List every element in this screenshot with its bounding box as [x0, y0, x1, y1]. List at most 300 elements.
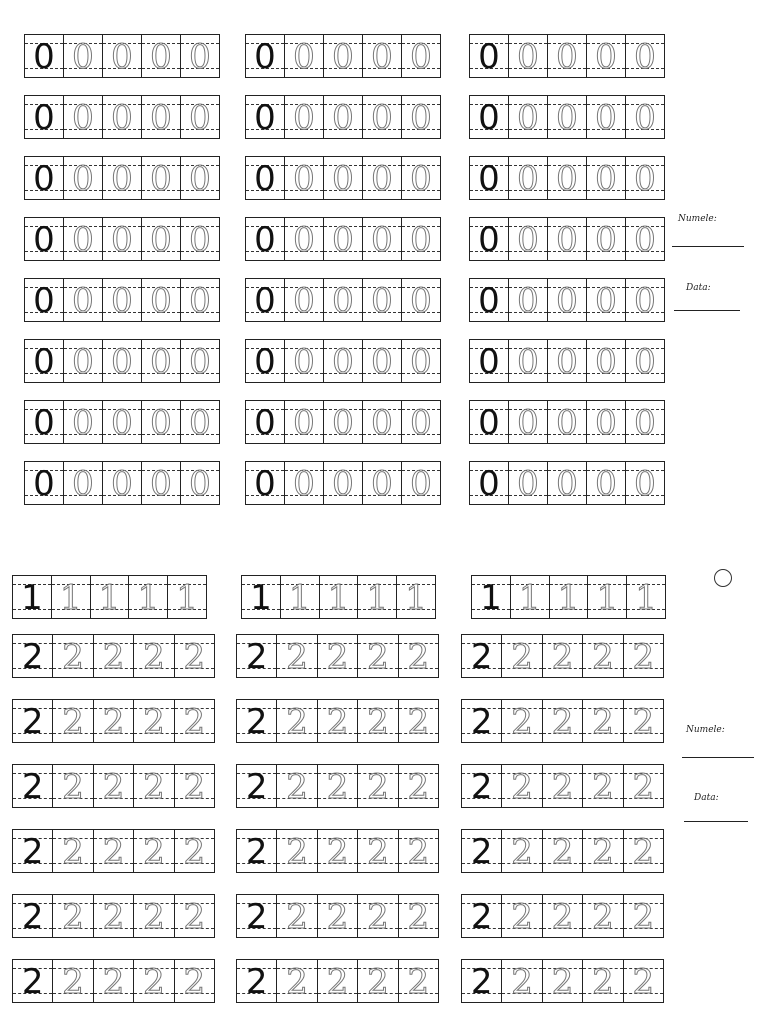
trace-digit: 2: [511, 637, 533, 677]
trace-cell: [547, 218, 586, 260]
trace-cell: [63, 218, 102, 260]
trace-digit: 0: [410, 281, 432, 321]
trace-digit: 2: [62, 767, 84, 807]
circle-mark: [714, 569, 732, 587]
model-cell: [12, 576, 51, 618]
trace-digit: 2: [102, 832, 125, 872]
trace-digit: 2: [407, 767, 430, 807]
trace-cell: [586, 35, 625, 77]
trace-digit: 0: [111, 403, 133, 443]
trace-cell: [93, 830, 133, 872]
trace-digit: 0: [556, 159, 578, 199]
practice-strip: [469, 156, 665, 200]
model-cell: [461, 765, 501, 807]
trace-cell: [398, 895, 439, 937]
trace-digit: 0: [556, 342, 578, 382]
practice-strip: [236, 894, 439, 938]
trace-digit: 0: [293, 281, 315, 321]
model-cell: [12, 895, 52, 937]
trace-digit: 0: [150, 37, 172, 77]
trace-cell: [625, 340, 665, 382]
trace-cell: [625, 218, 665, 260]
practice-strip: [24, 400, 220, 444]
trace-cell: [542, 765, 582, 807]
model-digit: 0: [33, 464, 55, 504]
trace-cell: [63, 340, 102, 382]
trace-cell: [141, 462, 180, 504]
practice-strip: [245, 278, 441, 322]
trace-digit: 0: [517, 403, 539, 443]
trace-cell: [174, 700, 215, 742]
trace-digit: 1: [176, 578, 198, 618]
trace-cell: [141, 279, 180, 321]
trace-cell: [280, 576, 319, 618]
trace-digit: 2: [326, 832, 349, 872]
trace-cell: [398, 635, 439, 677]
trace-cell: [582, 830, 622, 872]
trace-digit: 2: [143, 897, 165, 937]
trace-cell: [141, 35, 180, 77]
model-digit: 1: [250, 578, 272, 618]
practice-strip: [469, 339, 665, 383]
model-cell: [469, 340, 508, 382]
trace-digit: 0: [371, 281, 393, 321]
trace-digit: 1: [366, 578, 389, 618]
model-digit: 2: [470, 962, 493, 1002]
trace-cell: [284, 96, 323, 138]
model-cell: [245, 401, 284, 443]
trace-cell: [317, 960, 357, 1002]
trace-digit: 0: [634, 403, 656, 443]
trace-digit: 0: [293, 159, 315, 199]
model-digit: 0: [254, 159, 276, 199]
trace-digit: 0: [634, 281, 656, 321]
trace-cell: [501, 960, 541, 1002]
model-cell: [469, 462, 508, 504]
model-digit: 0: [478, 281, 500, 321]
trace-digit: 2: [62, 832, 84, 872]
trace-digit: 0: [111, 37, 133, 77]
trace-cell: [586, 401, 625, 443]
trace-digit: 0: [332, 37, 354, 77]
trace-digit: 2: [143, 767, 165, 807]
trace-cell: [547, 340, 586, 382]
trace-cell: [625, 157, 665, 199]
trace-cell: [52, 895, 92, 937]
trace-cell: [319, 576, 358, 618]
trace-digit: 2: [551, 832, 574, 872]
trace-digit: 0: [634, 342, 656, 382]
trace-digit: 0: [634, 220, 656, 260]
trace-digit: 0: [517, 159, 539, 199]
trace-digit: 0: [410, 159, 432, 199]
trace-digit: 2: [511, 767, 533, 807]
trace-cell: [284, 340, 323, 382]
trace-cell: [102, 218, 141, 260]
trace-digit: 2: [102, 962, 125, 1002]
trace-digit: 0: [72, 403, 94, 443]
model-digit: 2: [470, 637, 493, 677]
trace-cell: [323, 35, 362, 77]
trace-cell: [623, 635, 664, 677]
trace-digit: 0: [72, 159, 94, 199]
trace-cell: [323, 157, 362, 199]
trace-cell: [357, 765, 397, 807]
trace-cell: [133, 895, 173, 937]
trace-digit: 0: [332, 220, 354, 260]
trace-digit: 0: [150, 464, 172, 504]
model-cell: [241, 576, 280, 618]
practice-strip: [236, 699, 439, 743]
trace-digit: 2: [592, 702, 614, 742]
name-label-top: Numele:: [678, 214, 717, 224]
trace-digit: 2: [592, 637, 614, 677]
model-digit: 2: [470, 767, 493, 807]
name-line-bottom: [682, 757, 754, 758]
model-cell: [24, 157, 63, 199]
trace-digit: 0: [371, 37, 393, 77]
trace-digit: 0: [517, 342, 539, 382]
model-digit: 2: [245, 767, 268, 807]
practice-strip: [469, 400, 665, 444]
model-digit: 2: [245, 897, 268, 937]
trace-digit: 1: [137, 578, 160, 618]
trace-cell: [542, 895, 582, 937]
trace-cell: [51, 576, 90, 618]
practice-strip: [12, 699, 215, 743]
practice-strip: [245, 217, 441, 261]
trace-digit: 1: [635, 578, 657, 618]
trace-digit: 0: [371, 159, 393, 199]
trace-digit: 0: [189, 37, 211, 77]
trace-cell: [362, 340, 401, 382]
trace-cell: [508, 340, 547, 382]
trace-cell: [141, 340, 180, 382]
trace-cell: [398, 830, 439, 872]
model-digit: 2: [245, 832, 268, 872]
name-label-bottom: Numele:: [686, 725, 725, 735]
trace-digit: 0: [111, 220, 133, 260]
trace-cell: [501, 635, 541, 677]
model-digit: 0: [254, 281, 276, 321]
trace-digit: 2: [286, 767, 308, 807]
practice-strip: [469, 217, 665, 261]
model-digit: 0: [478, 403, 500, 443]
trace-digit: 2: [143, 832, 165, 872]
trace-digit: 1: [327, 578, 350, 618]
model-digit: 0: [33, 342, 55, 382]
trace-digit: 2: [326, 897, 349, 937]
trace-digit: 0: [595, 281, 617, 321]
model-cell: [24, 35, 63, 77]
trace-cell: [52, 960, 92, 1002]
trace-cell: [63, 96, 102, 138]
trace-cell: [52, 700, 92, 742]
trace-digit: 0: [189, 281, 211, 321]
trace-digit: 2: [511, 702, 533, 742]
trace-digit: 0: [410, 342, 432, 382]
model-digit: 2: [470, 832, 493, 872]
model-digit: 0: [478, 37, 500, 77]
trace-digit: 0: [634, 98, 656, 138]
trace-cell: [102, 96, 141, 138]
trace-digit: 2: [632, 962, 655, 1002]
model-digit: 2: [21, 897, 44, 937]
trace-digit: 1: [518, 578, 541, 618]
model-cell: [24, 279, 63, 321]
trace-digit: 2: [367, 962, 389, 1002]
trace-cell: [508, 35, 547, 77]
model-digit: 0: [33, 159, 55, 199]
model-cell: [236, 765, 276, 807]
trace-cell: [284, 462, 323, 504]
trace-digit: 2: [592, 897, 614, 937]
trace-digit: 0: [111, 342, 133, 382]
trace-digit: 0: [517, 220, 539, 260]
trace-digit: 1: [288, 578, 311, 618]
trace-cell: [180, 462, 220, 504]
practice-strip: [12, 829, 215, 873]
practice-strip: [236, 764, 439, 808]
trace-digit: 0: [332, 98, 354, 138]
trace-cell: [102, 35, 141, 77]
trace-digit: 2: [632, 767, 655, 807]
trace-digit: 2: [62, 702, 84, 742]
practice-strip: [24, 95, 220, 139]
model-digit: 0: [33, 220, 55, 260]
trace-cell: [180, 96, 220, 138]
model-cell: [236, 895, 276, 937]
model-cell: [461, 700, 501, 742]
practice-strip: [461, 699, 664, 743]
practice-strip: [24, 156, 220, 200]
trace-digit: 0: [72, 37, 94, 77]
trace-cell: [317, 830, 357, 872]
model-cell: [12, 830, 52, 872]
model-cell: [24, 96, 63, 138]
trace-cell: [180, 340, 220, 382]
trace-digit: 0: [111, 159, 133, 199]
practice-strip: [461, 764, 664, 808]
trace-digit: 2: [286, 897, 308, 937]
name-line-top: [672, 246, 744, 247]
trace-cell: [398, 960, 439, 1002]
trace-digit: 0: [332, 159, 354, 199]
trace-cell: [582, 635, 622, 677]
trace-digit: 2: [632, 897, 655, 937]
trace-digit: 0: [72, 464, 94, 504]
model-digit: 2: [21, 962, 44, 1002]
practice-strip: [12, 634, 215, 678]
trace-cell: [133, 960, 173, 1002]
trace-digit: 2: [326, 962, 349, 1002]
trace-cell: [317, 765, 357, 807]
trace-digit: 2: [551, 702, 574, 742]
trace-cell: [141, 218, 180, 260]
trace-cell: [549, 576, 588, 618]
trace-cell: [180, 35, 220, 77]
trace-digit: 2: [551, 962, 574, 1002]
trace-digit: 2: [407, 832, 430, 872]
trace-digit: 2: [62, 897, 84, 937]
trace-digit: 2: [407, 637, 430, 677]
trace-cell: [587, 576, 626, 618]
trace-cell: [510, 576, 549, 618]
trace-cell: [133, 765, 173, 807]
trace-digit: 2: [367, 637, 389, 677]
trace-digit: 2: [407, 702, 430, 742]
trace-cell: [357, 895, 397, 937]
practice-strip: [12, 764, 215, 808]
trace-cell: [362, 218, 401, 260]
date-line-bottom: [684, 821, 748, 822]
trace-cell: [542, 700, 582, 742]
trace-digit: 0: [332, 281, 354, 321]
trace-digit: 0: [595, 342, 617, 382]
trace-cell: [626, 576, 666, 618]
trace-cell: [401, 157, 441, 199]
trace-digit: 0: [556, 98, 578, 138]
trace-digit: 0: [189, 464, 211, 504]
trace-cell: [323, 279, 362, 321]
trace-digit: 0: [332, 403, 354, 443]
trace-cell: [102, 340, 141, 382]
trace-digit: 0: [293, 464, 315, 504]
trace-digit: 2: [632, 637, 655, 677]
model-cell: [461, 830, 501, 872]
trace-digit: 0: [595, 220, 617, 260]
trace-cell: [623, 895, 664, 937]
trace-digit: 2: [592, 832, 614, 872]
model-cell: [245, 279, 284, 321]
trace-digit: 2: [183, 702, 206, 742]
trace-cell: [317, 895, 357, 937]
practice-strip: [24, 339, 220, 383]
trace-digit: 0: [150, 159, 172, 199]
trace-digit: 2: [367, 767, 389, 807]
model-digit: 0: [33, 37, 55, 77]
trace-cell: [174, 830, 215, 872]
model-digit: 0: [478, 98, 500, 138]
practice-strip: [245, 34, 441, 78]
trace-cell: [401, 35, 441, 77]
trace-cell: [401, 462, 441, 504]
trace-cell: [102, 279, 141, 321]
trace-digit: 0: [111, 281, 133, 321]
trace-digit: 1: [405, 578, 427, 618]
model-cell: [236, 830, 276, 872]
trace-digit: 0: [556, 37, 578, 77]
practice-strip: [12, 959, 215, 1003]
trace-cell: [582, 960, 622, 1002]
trace-digit: 0: [150, 403, 172, 443]
trace-digit: 2: [286, 702, 308, 742]
trace-cell: [133, 635, 173, 677]
trace-digit: 2: [62, 962, 84, 1002]
trace-cell: [401, 279, 441, 321]
trace-cell: [625, 96, 665, 138]
trace-cell: [323, 96, 362, 138]
practice-strip: [461, 634, 664, 678]
trace-cell: [323, 462, 362, 504]
trace-cell: [284, 157, 323, 199]
trace-cell: [133, 700, 173, 742]
trace-cell: [362, 462, 401, 504]
trace-cell: [362, 35, 401, 77]
model-digit: 0: [254, 37, 276, 77]
model-cell: [461, 895, 501, 937]
trace-cell: [362, 401, 401, 443]
model-cell: [12, 635, 52, 677]
trace-digit: 2: [407, 962, 430, 1002]
trace-cell: [362, 157, 401, 199]
practice-strip: [245, 461, 441, 505]
trace-cell: [174, 960, 215, 1002]
trace-cell: [52, 765, 92, 807]
model-digit: 2: [470, 702, 493, 742]
trace-digit: 2: [367, 832, 389, 872]
model-digit: 2: [21, 637, 44, 677]
trace-digit: 0: [517, 98, 539, 138]
trace-digit: 0: [189, 159, 211, 199]
trace-digit: 1: [98, 578, 121, 618]
model-digit: 0: [254, 464, 276, 504]
trace-digit: 0: [595, 159, 617, 199]
trace-cell: [501, 765, 541, 807]
model-digit: 0: [478, 220, 500, 260]
trace-digit: 2: [551, 767, 574, 807]
practice-strip: [24, 217, 220, 261]
practice-strip: [471, 575, 666, 619]
trace-cell: [93, 765, 133, 807]
trace-digit: 0: [634, 159, 656, 199]
trace-digit: 0: [293, 403, 315, 443]
trace-digit: 0: [150, 220, 172, 260]
trace-cell: [284, 218, 323, 260]
practice-strip: [245, 95, 441, 139]
model-cell: [461, 960, 501, 1002]
trace-cell: [93, 700, 133, 742]
practice-strip: [12, 894, 215, 938]
trace-cell: [508, 462, 547, 504]
trace-cell: [357, 635, 397, 677]
model-digit: 1: [480, 578, 502, 618]
trace-digit: 2: [143, 702, 165, 742]
trace-cell: [508, 401, 547, 443]
model-digit: 2: [245, 962, 268, 1002]
trace-cell: [141, 96, 180, 138]
trace-cell: [102, 157, 141, 199]
trace-cell: [93, 635, 133, 677]
trace-digit: 1: [596, 578, 619, 618]
trace-cell: [357, 576, 396, 618]
practice-strip: [245, 400, 441, 444]
trace-cell: [180, 401, 220, 443]
model-cell: [12, 960, 52, 1002]
trace-digit: 0: [293, 98, 315, 138]
practice-strip: [245, 339, 441, 383]
trace-cell: [317, 635, 357, 677]
trace-cell: [276, 830, 316, 872]
trace-digit: 2: [102, 767, 125, 807]
trace-digit: 0: [371, 342, 393, 382]
trace-digit: 0: [634, 37, 656, 77]
trace-cell: [93, 960, 133, 1002]
model-digit: 2: [21, 832, 44, 872]
trace-cell: [547, 401, 586, 443]
trace-digit: 0: [556, 464, 578, 504]
trace-cell: [542, 830, 582, 872]
